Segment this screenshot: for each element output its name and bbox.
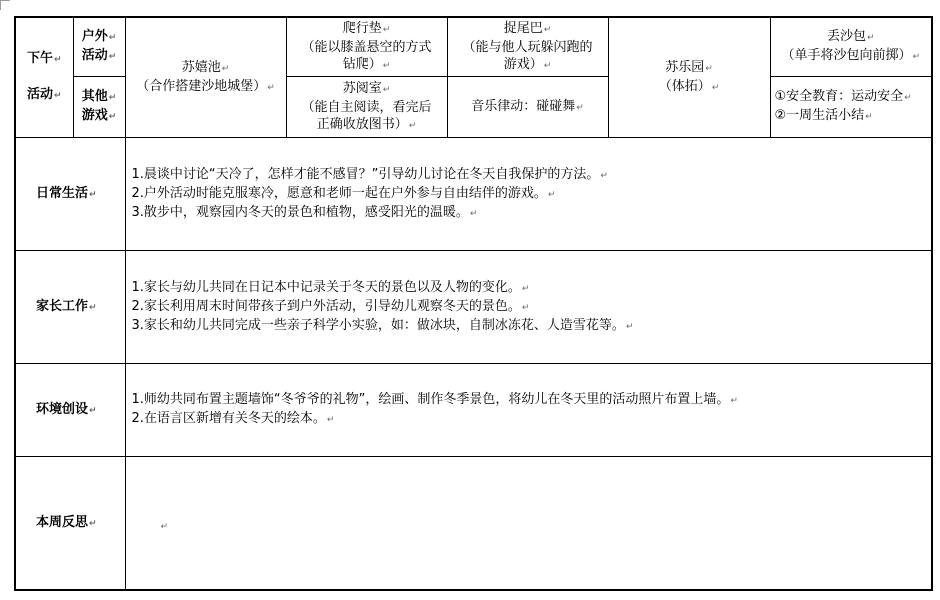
- sandbag-cell: [770, 17, 932, 77]
- cell-text: ②一周生活小结: [774, 108, 865, 123]
- cell-text: （单手将沙包向前掷）: [781, 48, 912, 63]
- cell-text: 游戏）: [503, 56, 543, 72]
- section-label-text: 环境创设: [36, 401, 89, 417]
- paragraph-mark: ↵: [469, 208, 478, 219]
- weekly-reflection-row: [15, 457, 932, 591]
- cell-text: 丢沙包: [826, 29, 866, 44]
- music-rhythm-cell: [447, 77, 608, 138]
- paragraph-mark: ↵: [543, 24, 552, 35]
- cell-text: 钻爬）: [342, 56, 382, 72]
- list-item: 1.晨谈中讨论“天冷了，怎样才能不感冒？”引导幼儿讨论在冬天自我保护的方法。↵: [131, 166, 608, 182]
- list-item: 1.师幼共同布置主题墙饰“冬爷爷的礼物”，绘画、制作冬季景色，将幼儿在冬天里的活动照片布置上墙。↵: [131, 392, 738, 407]
- environment-creation-content: [125, 364, 932, 457]
- other-label-line: 游戏: [81, 108, 108, 123]
- paragraph-mark: ↵: [600, 170, 608, 181]
- paragraph-mark: ↵: [89, 518, 97, 529]
- parent-work-label: [15, 251, 125, 364]
- cell-text: 苏乐园: [665, 59, 705, 75]
- paragraph-mark: ↵: [108, 52, 117, 62]
- list-item: 2.户外活动时能克服寒冷，愿意和老师一起在户外参与自由结伴的游戏。↵: [131, 185, 556, 201]
- paragraph-mark: ↵: [521, 283, 530, 294]
- paragraph-mark: ↵: [53, 55, 62, 65]
- paragraph-mark: ↵: [543, 60, 552, 71]
- cell-text: 捉尾巴: [503, 20, 543, 36]
- cell-text: （体拓）: [658, 78, 711, 94]
- list-item: 2.家长利用周末时间带孩子到户外活动，引导幼儿观察冬天的景色。↵: [131, 298, 530, 314]
- paragraph-mark: ↵: [221, 63, 230, 74]
- outdoor-label-line: 户外: [81, 29, 108, 44]
- paragraph-mark: ↵: [89, 405, 97, 416]
- cell-text: （能自主阅读，看完后: [301, 99, 432, 115]
- su-le-garden-cell: [608, 17, 770, 138]
- paragraph-mark: ↵: [866, 33, 875, 43]
- paragraph-mark: ↵: [108, 33, 117, 43]
- daily-life-label: [15, 138, 125, 251]
- paragraph-mark: ↵: [912, 52, 921, 62]
- sand-pool-cell: [125, 17, 286, 138]
- catch-tail-cell: [447, 17, 608, 77]
- paragraph-mark: ↵: [730, 396, 738, 406]
- paragraph-mark: ↵: [904, 93, 912, 103]
- paragraph-mark: ↵: [547, 189, 556, 200]
- daily-life-content: [125, 138, 932, 251]
- paragraph-mark: ↵: [382, 84, 391, 95]
- paragraph-mark: ↵: [521, 302, 530, 313]
- paragraph-mark: ↵: [576, 102, 584, 113]
- parent-work-row: [15, 251, 932, 364]
- weekly-reflection-label: [15, 457, 125, 591]
- list-item: 3.家长和幼儿共同完成一些亲子科学小实验，如：做冰块，自制冰冻花、人造雪花等。↵: [131, 317, 634, 333]
- paragraph-mark: ↵: [267, 82, 275, 93]
- section-label-text: 日常生活: [36, 185, 89, 201]
- afternoon-activity-label: [15, 17, 73, 138]
- list-item: 3.散步中，观察园内冬天的景色和植物，感受阳光的温暖。↵: [131, 204, 478, 220]
- paragraph-mark: ↵: [625, 321, 634, 332]
- outdoor-activity-label: [73, 17, 125, 77]
- document-corner-mark: [0, 0, 10, 10]
- cell-text: 正确收放图书）: [316, 116, 408, 132]
- cell-text: （合作搭建沙地城堡）: [136, 78, 267, 94]
- cell-text: 音乐律动：碰碰舞: [471, 98, 576, 114]
- other-label-line: 其他: [81, 89, 108, 104]
- list-item: 2.在语言区新增有关冬天的绘本。↵: [131, 411, 335, 426]
- paragraph-mark: ↵: [89, 302, 97, 313]
- cell-text: 苏阅室: [342, 80, 382, 96]
- paragraph-mark: ↵: [108, 112, 117, 122]
- cell-text: （能与他人玩躲闪跑的: [462, 39, 593, 55]
- paragraph-mark: ↵: [705, 63, 713, 74]
- cell-text: 爬行垫: [342, 20, 382, 36]
- crawl-mat-cell: [286, 17, 447, 77]
- section-label-text: 本周反思: [36, 514, 89, 530]
- paragraph-mark: ↵: [160, 521, 169, 532]
- weekly-plan-table: [14, 16, 933, 591]
- paragraph-mark: ↵: [711, 82, 720, 93]
- reading-room-cell: [286, 77, 447, 138]
- environment-creation-label: [15, 364, 125, 457]
- safety-education-cell: [770, 77, 932, 138]
- afternoon-label-line: 下午: [26, 51, 53, 66]
- section-label-text: 家长工作: [36, 298, 89, 314]
- parent-work-content: [125, 251, 932, 364]
- cell-text: ①安全教育：运动安全: [774, 89, 904, 104]
- paragraph-mark: ↵: [382, 24, 391, 35]
- paragraph-mark: ↵: [89, 189, 97, 200]
- paragraph-mark: ↵: [865, 112, 873, 122]
- other-games-label: [73, 77, 125, 138]
- paragraph-mark: ↵: [108, 93, 117, 103]
- cell-text: （能以膝盖悬空的方式: [301, 39, 432, 55]
- daily-life-row: [15, 138, 932, 251]
- list-item: 1.家长与幼儿共同在日记本中记录关于冬天的景色以及人物的变化。↵: [131, 279, 530, 295]
- outdoor-label-line: 活动: [81, 48, 108, 63]
- paragraph-mark: ↵: [408, 120, 417, 131]
- afternoon-label-line: 活动: [26, 87, 53, 102]
- paragraph-mark: ↵: [53, 91, 62, 101]
- afternoon-outdoor-row: [15, 17, 932, 77]
- paragraph-mark: ↵: [382, 60, 391, 71]
- cell-text: 苏嬉池: [181, 59, 221, 75]
- weekly-reflection-content[interactable]: [125, 457, 932, 591]
- paragraph-mark: ↵: [326, 415, 335, 425]
- environment-creation-row: [15, 364, 932, 457]
